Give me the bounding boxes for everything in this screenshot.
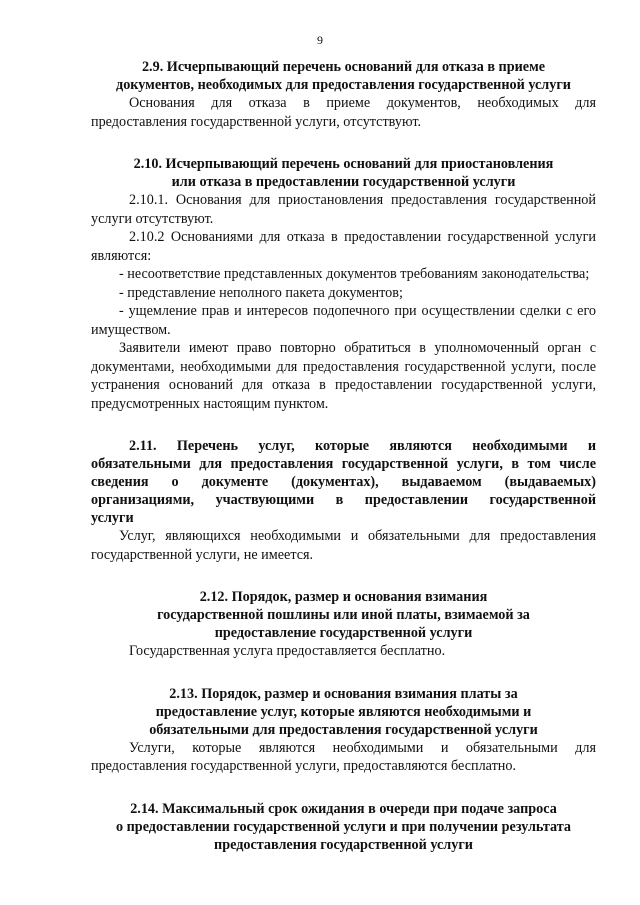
heading-line: сведения о документе (документах), выдаваемом (выдаваемых) [91,474,596,490]
section-2-12-text: Государственная услуга предоставляется бесплатно. [129,643,446,659]
heading-line: 2.9. Исчерпывающий перечень оснований для отказа в приеме [141,59,546,75]
heading-line: документов, необходимых для предоставления государственной услуги [116,77,571,93]
heading-line: услуги [91,510,134,526]
heading-line: 2.10. Исчерпывающий перечень оснований для приостановления [133,156,554,172]
heading-line: обязательными для предоставления государственной услуги [149,721,538,738]
bullet-item: - представление неполного пакета документов; [119,284,403,301]
section-2-9-heading [91,58,596,94]
heading-line: предоставление государственной услуги [214,625,473,641]
section-2-11-text: Услуг, являющихся необходимыми и обязательными для предоставления государственной услуги, не имеется. [91,528,596,563]
heading-line: предоставления государственной услуги [214,836,473,853]
bullet-item: - несоответствие представленных документов требованиям законодательства; [119,266,590,282]
heading-line: 2.11. Перечень услуг, которые являются необходимыми и [129,438,596,454]
section-2-10-1-text: 2.10.1. Основания для приостановления предоставления государственной услуги отсутствуют. [91,192,596,227]
heading-line: 2.13. Порядок, размер и основания взимания платы за [169,685,518,702]
heading-line: о предоставлении государственной услуги и при получении результата [115,818,571,835]
section-2-10-note: Заявители имеют право повторно обратиться в уполномоченный орган с документами, необходимыми для предоставления государственной услуги, после устранения оснований для отказа в предоставлении государственной услуги, предусмотренных настоящим пунктом. [91,340,596,412]
heading-line: государственной пошлины или иной платы, взимаемой за [157,607,530,623]
section-2-11-heading [91,437,596,527]
section-2-13-text: Услуги, которые являются необходимыми и обязательными для предоставления государственной услуги, предоставляются бесплатно. [91,739,596,774]
section-2-12-heading [91,588,596,642]
section-2-10-heading [91,155,596,191]
heading-line: организациями, участвующими в предоставлении государственной [91,492,596,508]
heading-line: предоставление услуг, которые являются необходимыми и [155,703,532,720]
heading-line: 2.14. Максимальный срок ожидания в очереди при подаче запроса [130,800,557,817]
section-2-14-heading [91,800,596,854]
section-2-13-heading [91,685,596,739]
heading-line: обязательными для предоставления государственной услуги, в том числе [91,456,596,472]
bullet-item: - ущемление прав и интересов подопечного при осуществлении сделки с его имуществом. [91,303,596,338]
heading-line: 2.12. Порядок, размер и основания взимания [199,589,488,605]
section-2-9-text: Основания для отказа в приеме документов, необходимых для предоставления государственной услуги, отсутствуют. [91,95,596,130]
document-body [91,58,596,854]
heading-line: или отказа в предоставлении государственной услуги [171,174,516,190]
section-2-10-2-text: 2.10.2 Основаниями для отказа в предоставлении государственной услуги являются: [91,229,596,264]
page-number: 9 [317,33,323,47]
